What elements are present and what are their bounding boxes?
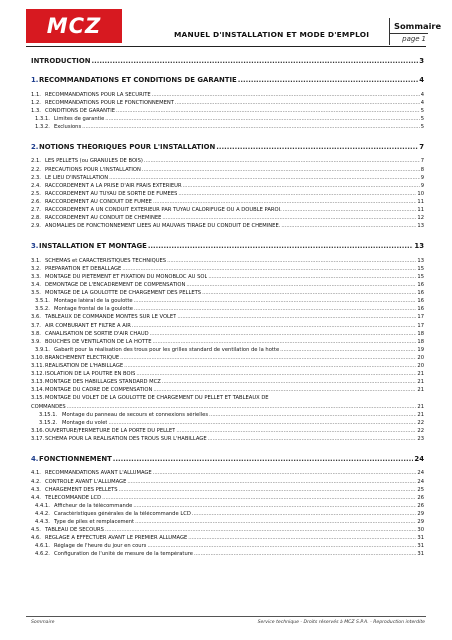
- toc-leader-dots: [67, 404, 417, 410]
- toc-entry-number: 3.15.1.: [39, 411, 58, 418]
- toc-entry-title: ANOMALIES DE FONCTIONNEMENT LIÉES AU MAUVAIS TIRAGE DU CONDUIT DE CHEMINÉE.: [45, 223, 281, 230]
- toc-entry[interactable]: [31, 428, 424, 434]
- toc-entry[interactable]: [31, 215, 424, 221]
- toc-entry[interactable]: [31, 404, 424, 410]
- toc-entry-number: 2.3.: [31, 174, 41, 181]
- toc-entry-title: BRANCHEMENT ÉLECTRIQUE: [45, 354, 120, 361]
- toc-entry-page: 3: [419, 57, 424, 65]
- toc-entry-number: 4.3.: [31, 486, 41, 493]
- toc-leader-dots: [105, 116, 419, 122]
- toc-entry-title: SCHÉMA POUR LA RÉALISATION DES TROUS SUR L'HABILLAGE: [45, 435, 207, 442]
- toc-entry-number: 2.4.: [31, 182, 41, 189]
- toc-entry-number: 3.8.: [31, 330, 41, 337]
- toc-entry[interactable]: [31, 527, 424, 533]
- toc-entry-number: 3.1.: [31, 257, 41, 264]
- footer-copyright: Service technique - Droits réservés à MCZ S.P.A. - Reproduction interdite: [257, 620, 425, 625]
- toc-leader-dots: [153, 470, 417, 476]
- toc-leader-dots: [150, 331, 417, 337]
- toc-entry-title: CONTRÔLE AVANT L'ALLUMAGE: [45, 478, 127, 485]
- toc-leader-dots: [127, 479, 416, 485]
- toc-entry-page: 12: [417, 215, 424, 222]
- toc-entry[interactable]: [35, 519, 424, 525]
- mcz-logo: MCZ: [26, 9, 122, 43]
- toc-leader-dots: [194, 551, 416, 557]
- toc-entry-title: Configuration de l'unité de mesure de la température: [54, 551, 193, 558]
- document-title: MANUEL D'INSTALLATION ET MODE D'EMPLOI: [174, 30, 370, 39]
- toc-entry-number: 3.9.1.: [35, 346, 50, 353]
- toc-entry[interactable]: [31, 387, 424, 393]
- toc-entry-number: 3.6.: [31, 314, 41, 321]
- toc-entry-page: 31: [417, 535, 424, 542]
- toc-leader-dots: [238, 76, 418, 84]
- toc-leader-dots: [144, 158, 420, 164]
- toc-entry-number: 2.9.: [31, 223, 41, 230]
- toc-leader-dots: [183, 183, 420, 189]
- toc-leader-dots: [134, 298, 417, 304]
- toc-entry-number: 2.7.: [31, 207, 41, 213]
- toc-leader-dots: [133, 503, 416, 509]
- toc-entry-title: RACCORDEMENT À LA PRISE D'AIR FRAIS EXTÉRIEUR: [45, 182, 182, 189]
- toc-entry-number: 4.5.: [31, 527, 41, 534]
- toc-entry[interactable]: [35, 543, 424, 549]
- toc-entry-page: 20: [417, 363, 424, 369]
- toc-entry[interactable]: [31, 191, 424, 197]
- toc-entry[interactable]: [31, 363, 424, 369]
- toc-entry-number: 4.6.2.: [35, 551, 50, 558]
- toc-entry-page: 9: [420, 174, 424, 181]
- toc-entry-page: 15: [417, 265, 424, 272]
- toc-entry-number: 3.2.: [31, 265, 41, 272]
- toc-leader-dots: [113, 455, 414, 463]
- toc-entry-number: 4.4.1.: [35, 502, 50, 509]
- toc-leader-dots: [162, 215, 416, 221]
- toc-entry-page: 17: [417, 322, 424, 329]
- toc-entry[interactable]: [31, 223, 424, 229]
- toc-entry[interactable]: [31, 479, 424, 485]
- toc-leader-dots: [124, 363, 416, 369]
- toc-leader-dots: [192, 511, 417, 517]
- section-name: Sommaire: [394, 21, 442, 31]
- toc-entry-page: 31: [417, 543, 424, 550]
- toc-entry-title: Afficheur de la télécommande: [54, 502, 133, 509]
- toc-leader-dots: [147, 543, 416, 549]
- toc-entry-title: Montage latéral de la goulotte: [54, 298, 133, 305]
- toc-entry-number: 3.: [31, 242, 39, 251]
- toc-entry-page: 25: [417, 486, 424, 493]
- toc-entry-number: 4.6.1.: [35, 543, 50, 550]
- toc-entry[interactable]: [31, 76, 424, 84]
- toc-entry[interactable]: [31, 92, 424, 98]
- toc-entry-page: 24: [417, 478, 424, 485]
- toc-leader-dots: [105, 527, 416, 533]
- page-header: [26, 9, 442, 49]
- toc-entry-title: RECOMMANDATIONS POUR LE FONCTIONNEMENT: [45, 99, 174, 106]
- toc-entry-title: Réglage de l'heure du jour en cours: [54, 543, 147, 550]
- page-indicator: [402, 35, 426, 43]
- toc-entry-title: RECOMMANDATIONS AVANT L'ALLUMAGE: [45, 470, 152, 477]
- toc-entry-page: 24: [417, 470, 424, 477]
- toc-entry-title: RÉGLAGE À EFFECTUER AVANT LE PREMIER ALLUMAGE: [45, 535, 188, 542]
- toc-entry-page: 16: [417, 282, 424, 288]
- footer-section-name: Sommaire: [31, 620, 55, 625]
- toc-leader-dots: [116, 108, 420, 114]
- toc-entry-page: 23: [417, 435, 424, 442]
- toc-entry-number: 2.1.: [31, 158, 41, 165]
- toc-entry-page: 13: [417, 223, 424, 230]
- toc-entry[interactable]: [31, 290, 424, 296]
- toc-entry[interactable]: [31, 495, 424, 501]
- toc-leader-dots: [216, 143, 418, 151]
- toc-entry-number: 3.10.: [31, 354, 45, 361]
- toc-entry[interactable]: [35, 503, 424, 509]
- toc-leader-dots: [186, 282, 416, 288]
- toc-entry-title: MONTAGE DE LA GOULOTTE DE CHARGEMENT DES PELLETS: [45, 290, 202, 297]
- toc-leader-dots: [153, 387, 416, 393]
- toc-entry-number: 3.5.1.: [35, 298, 50, 305]
- toc-entry-title: FONCTIONNEMENT: [39, 454, 112, 463]
- toc-entry-page: 4: [420, 91, 424, 98]
- toc-entry-page: 26: [417, 494, 424, 501]
- toc-leader-dots: [108, 420, 416, 426]
- toc-leader-dots: [153, 339, 417, 345]
- toc-leader-dots: [208, 274, 416, 280]
- toc-entry[interactable]: [31, 395, 424, 401]
- toc-entry[interactable]: [31, 143, 424, 151]
- toc-entry-page: 19: [417, 346, 424, 353]
- toc-leader-dots: [176, 428, 416, 434]
- toc-entry-title: SCHÉMAS et CARACTÉRISTIQUES TECHNIQUES: [45, 257, 167, 264]
- toc-entry-title: Montage du volet: [62, 419, 108, 426]
- toc-entry-page: 16: [417, 298, 424, 305]
- toc-entry-page: 31: [417, 551, 424, 558]
- toc-entry-number: 2.: [31, 142, 39, 151]
- toc-entry-title: DÉMONTAGE DE L'ENCADREMENT DE COMPENSATION: [45, 282, 186, 288]
- toc-entry-number: 1.: [31, 76, 39, 84]
- page-number: 1: [421, 35, 426, 43]
- toc-entry-number: 1.1.: [31, 91, 41, 98]
- toc-entry[interactable]: [31, 258, 424, 264]
- toc-leader-dots: [162, 379, 417, 385]
- toc-entry-number: 3.9.: [31, 338, 41, 345]
- toc-leader-dots: [119, 487, 417, 493]
- toc-entry-number: 1.3.2.: [35, 123, 50, 130]
- toc-entry-number: 4.6.: [31, 535, 41, 542]
- toc-entry-title: RACCORDEMENT AU CONDUIT DE FUMÉE: [45, 198, 152, 205]
- toc-entry-title: LE LIEU D'INSTALLATION: [45, 174, 109, 181]
- section-box: [389, 18, 442, 45]
- toc-entry[interactable]: [31, 339, 424, 345]
- toc-entry-title: RECOMMANDATIONS POUR LA SÉCURITÉ: [45, 91, 151, 98]
- toc-entry-page: 24: [414, 454, 424, 463]
- toc-leader-dots: [283, 207, 417, 213]
- toc-entry[interactable]: [31, 167, 424, 173]
- toc-entry-page: 7: [419, 142, 424, 151]
- toc-leader-dots: [202, 290, 416, 296]
- toc-entry-page: 21: [417, 403, 424, 410]
- toc-entry-title: TABLEAUX DE COMMANDE MONTES SUR LE VOLET: [45, 314, 177, 321]
- toc-leader-dots: [135, 519, 416, 525]
- toc-entry-page: 16: [417, 306, 424, 313]
- toc-entry-number: 3.4.: [31, 282, 41, 288]
- toc-entry[interactable]: [31, 266, 424, 272]
- toc-entry-page: 29: [417, 510, 424, 517]
- toc-leader-dots: [120, 355, 416, 361]
- toc-entry-title: Limites de garantie: [54, 115, 105, 122]
- toc-entry-page: 13: [414, 242, 424, 251]
- toc-entry-number: 3.7.: [31, 322, 41, 329]
- toc-entry-page: 7: [420, 158, 424, 165]
- toc-entry-number: 4.: [31, 454, 39, 463]
- toc-leader-dots: [188, 535, 416, 541]
- toc-entry-number: 4.4.2.: [35, 510, 50, 517]
- toc-entry-page: 5: [420, 123, 424, 130]
- toc-entry-title: OUVERTURE/FERMETURE DE LA PORTE DU PELLET: [45, 427, 176, 434]
- toc-entry-number: 3.15.: [31, 395, 45, 402]
- toc-entry-title: RACCORDEMENT AU CONDUIT DE CHEMINÉE: [45, 215, 162, 222]
- toc-entry-title: MONTAGE DES HABILLAGES STANDARD MCZ: [45, 379, 161, 386]
- toc-entry[interactable]: [31, 436, 424, 442]
- toc-entry-number: 3.15.2.: [39, 419, 58, 426]
- toc-leader-dots: [91, 57, 418, 65]
- toc-leader-dots: [153, 199, 416, 205]
- toc-entry[interactable]: [35, 124, 424, 130]
- toc-entry[interactable]: [31, 100, 424, 106]
- toc-entry-title: RACCORDEMENT À UN CONDUIT EXTÉRIEUR PAR TUYAU CALORIFUGÉ OU À DOUBLE PAROI.: [45, 207, 282, 213]
- toc-entry-title: MONTAGE DU VOLET DE LA GOULOTTE DE CHARGEMENT DU PELLET ET TABLEAUX DE: [45, 395, 269, 402]
- toc-entry-page: 10: [417, 190, 424, 197]
- toc-leader-dots: [178, 191, 416, 197]
- toc-leader-dots: [167, 258, 416, 264]
- toc-entry[interactable]: [31, 487, 424, 493]
- toc-entry-title: TÉLÉCOMMANDE LCD: [45, 494, 102, 501]
- footer-divider: [26, 616, 426, 617]
- toc-entry[interactable]: [31, 379, 424, 385]
- toc-entry[interactable]: [39, 412, 424, 418]
- toc-entry-title: NOTIONS THÉORIQUES POUR L'INSTALLATION: [39, 142, 216, 151]
- toc-entry-title: Montage frontal de la goulotte: [54, 306, 133, 313]
- toc-entry-number: 3.5.2.: [35, 306, 50, 313]
- toc-leader-dots: [209, 412, 416, 418]
- toc-entry-title: COMMANDES: [31, 403, 66, 410]
- toc-entry-title: INTRODUCTION: [31, 57, 91, 65]
- toc-entry[interactable]: [31, 331, 424, 337]
- toc-entry[interactable]: [35, 116, 424, 122]
- toc-entry-number: 3.5.: [31, 290, 41, 297]
- toc-entry[interactable]: [31, 175, 424, 181]
- toc-entry-title: RÉALISATION DE L'HABILLAGE: [45, 363, 124, 369]
- toc-entry-number: 1.2.: [31, 99, 41, 106]
- toc-entry-page: 13: [417, 257, 424, 264]
- toc-entry-page: 8: [420, 166, 424, 173]
- toc-entry-title: MONTAGE DU CADRE DE COMPENSATION: [45, 387, 153, 394]
- toc-leader-dots: [142, 167, 420, 173]
- toc-entry-title: CANALISATION DE SORTIE D'AIR CHAUD: [45, 330, 149, 337]
- toc-entry-number: 4.2.: [31, 478, 41, 485]
- toc-entry-number: 1.3.1.: [35, 115, 50, 122]
- toc-entry-number: 1.3.: [31, 107, 41, 114]
- page-label: page: [402, 35, 420, 43]
- toc-entry-page: 4: [420, 99, 424, 106]
- header-divider: [26, 46, 426, 47]
- toc-entry-page: 21: [417, 387, 424, 394]
- toc-entry[interactable]: [31, 242, 424, 250]
- toc-entry-number: 3.13.: [31, 379, 45, 386]
- toc-leader-dots: [136, 371, 416, 377]
- toc-entry-page: 30: [417, 527, 424, 534]
- toc-leader-dots: [208, 436, 417, 442]
- toc-entry[interactable]: [31, 470, 424, 476]
- toc-entry-page: 15: [417, 273, 424, 280]
- toc-entry-title: LES PELLETS (ou GRANULÉS DE BOIS): [45, 158, 143, 165]
- toc-entry-page: 18: [417, 338, 424, 345]
- toc-leader-dots: [82, 124, 420, 130]
- toc-entry[interactable]: [35, 347, 424, 353]
- toc-entry[interactable]: [31, 199, 424, 205]
- toc-entry[interactable]: [31, 455, 424, 463]
- toc-entry-page: 4: [419, 76, 424, 84]
- toc-entry-title: RECOMMANDATIONS ET CONDITIONS DE GARANTIE: [39, 76, 237, 84]
- toc-entry[interactable]: [31, 274, 424, 280]
- toc-entry-title: INSTALLATION ET MONTAGE: [39, 242, 147, 251]
- toc-leader-dots: [148, 242, 414, 250]
- toc-leader-dots: [175, 100, 420, 106]
- toc-entry-page: 21: [417, 371, 424, 378]
- toc-entry-number: 4.4.: [31, 494, 41, 501]
- toc-entry-number: 3.17.: [31, 435, 45, 442]
- toc-entry-page: 21: [417, 411, 424, 418]
- toc-entry-title: RACCORDEMENT AU TUYAU DE SORTIE DE FUMÉES: [45, 190, 178, 197]
- toc-entry-number: 2.5.: [31, 190, 41, 197]
- toc-entry-page: 5: [420, 107, 424, 114]
- toc-entry-number: 3.12.: [31, 371, 45, 378]
- toc-entry-page: 11: [417, 198, 424, 205]
- toc-entry-title: PRÉCAUTIONS POUR L'INSTALLATION: [45, 166, 141, 173]
- toc-leader-dots: [102, 495, 416, 501]
- toc-entry-title: BOUCHES DE VENTILATION DE LA HOTTE: [45, 338, 152, 345]
- toc-entry-page: 17: [417, 314, 424, 321]
- toc-leader-dots: [122, 266, 416, 272]
- toc-entry-number: 2.2.: [31, 166, 41, 173]
- toc-entry[interactable]: [35, 511, 424, 517]
- toc-entry[interactable]: [31, 355, 424, 361]
- toc-leader-dots: [152, 92, 420, 98]
- toc-entry-title: CHARGEMENT DES PELLETS: [45, 486, 118, 493]
- toc-entry-number: 3.11.: [31, 363, 45, 369]
- toc-entry-number: 3.14.: [31, 387, 45, 394]
- toc-entry[interactable]: [35, 306, 424, 312]
- toc-entry-page: 9: [420, 182, 424, 189]
- toc-entry[interactable]: [31, 183, 424, 189]
- toc-entry-title: MONTAGE DU PIÉTEMENT ET FIXATION DU MONOBLOC AU SOL: [45, 273, 208, 280]
- toc-entry-title: TABLEAU DE SECOURS: [45, 527, 104, 534]
- toc-entry-page: 11: [417, 207, 424, 213]
- toc-entry-title: AIR COMBURANT ET FILTRE À AIR: [45, 322, 131, 329]
- toc-entry[interactable]: [35, 551, 424, 557]
- toc-entry-page: 22: [417, 419, 424, 426]
- toc-leader-dots: [132, 323, 417, 329]
- toc-leader-dots: [134, 306, 416, 312]
- toc-leader-dots: [109, 175, 420, 181]
- toc-entry-number: 2.6.: [31, 198, 41, 205]
- toc-entry-page: 26: [417, 502, 424, 509]
- toc-entry-title: Exclusions: [54, 123, 82, 130]
- section-divider: [390, 33, 428, 34]
- toc-entry[interactable]: [39, 420, 424, 426]
- toc-entry-page: 18: [417, 330, 424, 337]
- toc-entry[interactable]: [31, 282, 424, 288]
- toc-entry-page: 16: [417, 290, 424, 297]
- toc-entry-number: 4.4.3.: [35, 519, 50, 525]
- toc-entry-title: Montage du panneau de secours et connexions sérielles: [62, 411, 209, 418]
- toc-entry-page: 21: [417, 379, 424, 386]
- toc-entry-title: Gabarit pour la réalisation des trous pour les grilles standard de ventilation de la hotte: [54, 346, 280, 353]
- toc-entry-title: ISOLATION DE LA POUTRE EN BOIS: [45, 371, 136, 378]
- toc-entry-page: 5: [420, 115, 424, 122]
- toc-entry-number: 4.1.: [31, 470, 41, 477]
- toc-entry-page: 22: [417, 427, 424, 434]
- toc-entry-title: Caractéristiques générales de la télécommande LCD: [54, 510, 191, 517]
- toc-entry-number: 2.8.: [31, 215, 41, 222]
- toc-leader-dots: [281, 223, 416, 229]
- toc-entry-title: Type de piles et remplacement: [54, 519, 135, 525]
- toc-entry[interactable]: [31, 371, 424, 377]
- toc-entry[interactable]: [31, 207, 424, 213]
- toc-entry-page: 20: [417, 354, 424, 361]
- toc-entry[interactable]: [31, 323, 424, 329]
- toc-entry[interactable]: [35, 298, 424, 304]
- toc-leader-dots: [177, 314, 416, 320]
- toc-entry[interactable]: [31, 314, 424, 320]
- toc-entry[interactable]: [31, 535, 424, 541]
- toc-entry-page: 29: [417, 519, 424, 525]
- toc-entry[interactable]: [31, 158, 424, 164]
- toc-entry[interactable]: [31, 108, 424, 114]
- toc-entry-number: 3.16.: [31, 427, 45, 434]
- toc-entry-title: PRÉPARATION ET DÉBALLAGE: [45, 265, 122, 272]
- toc-entry-title: CONDITIONS DE GARANTIE: [45, 107, 116, 114]
- toc-entry-number: 3.3.: [31, 273, 41, 280]
- toc-leader-dots: [280, 347, 416, 353]
- toc-entry[interactable]: [31, 57, 424, 65]
